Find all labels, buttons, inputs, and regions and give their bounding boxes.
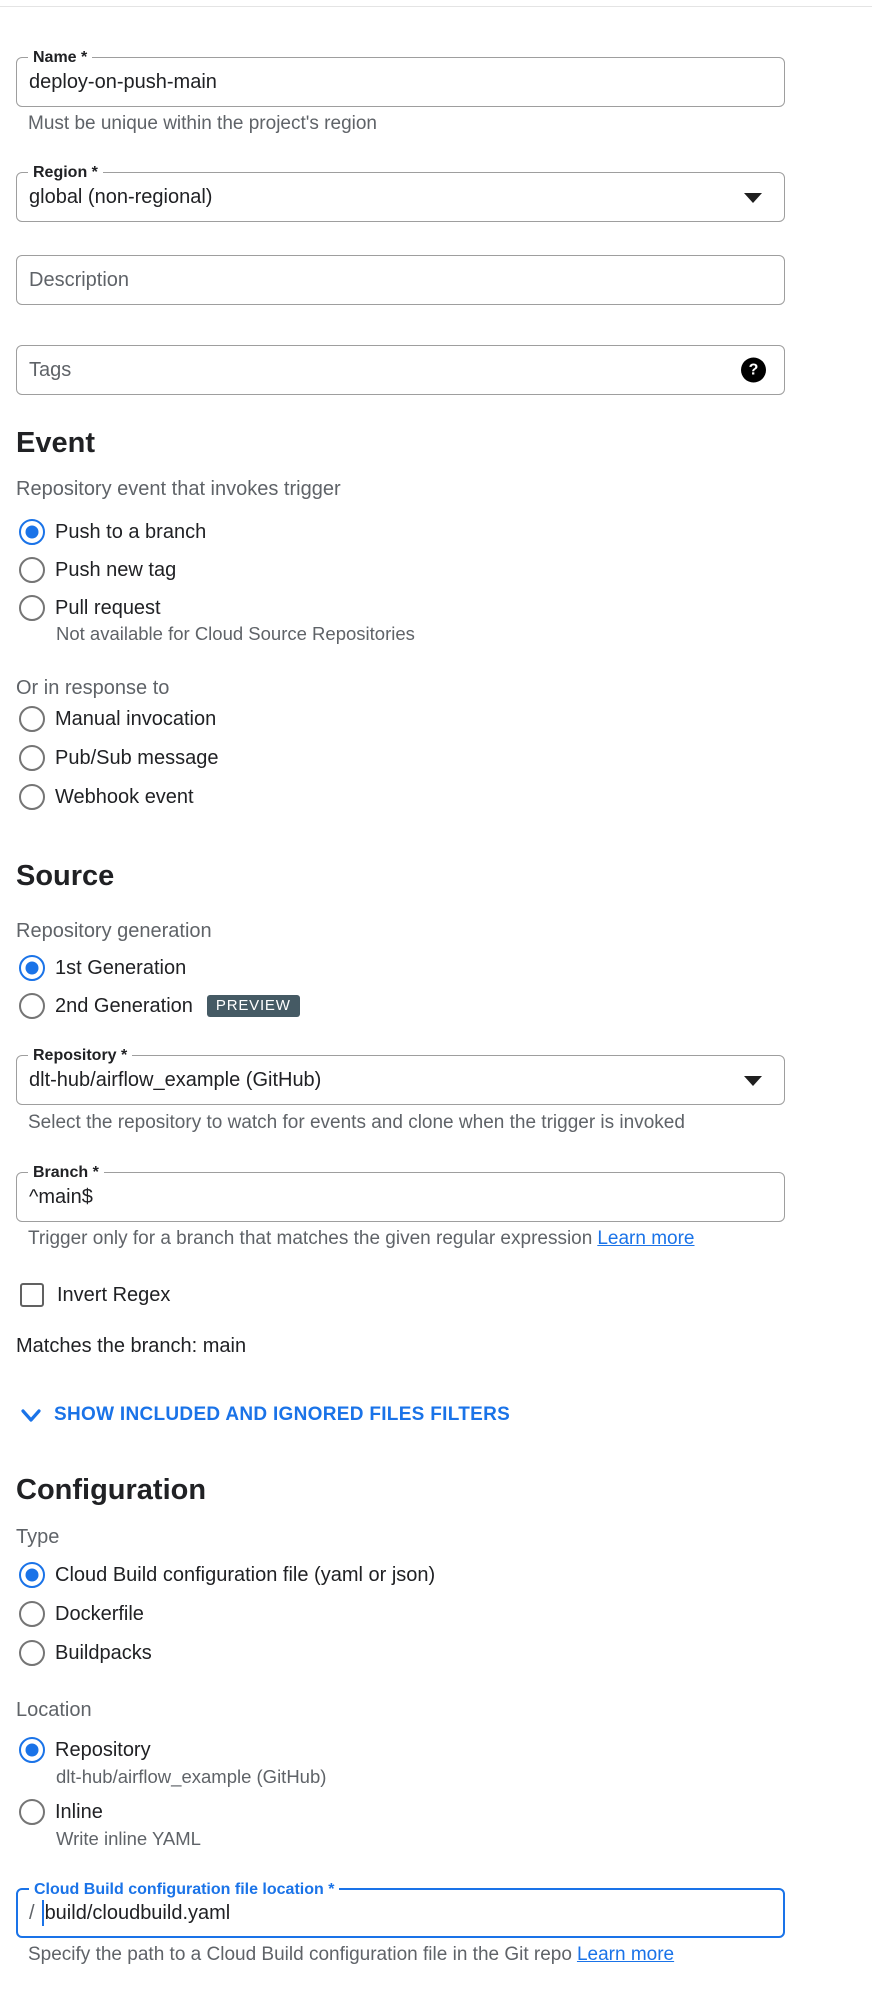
create-trigger-form xyxy=(16,49,785,1966)
branch-helper-text xyxy=(16,1228,785,1250)
radio-icon[interactable] xyxy=(19,955,45,981)
region-select-value: global (non-regional) xyxy=(29,185,213,208)
radio-label: 2nd Generation xyxy=(55,994,193,1017)
radio-pubsub-message[interactable] xyxy=(16,745,785,771)
radio-icon[interactable] xyxy=(19,745,45,771)
path-prefix: / xyxy=(29,1901,35,1924)
radio-label: Push new tag xyxy=(55,558,177,581)
repository-select[interactable] xyxy=(16,1047,785,1105)
radio-label: Manual invocation xyxy=(55,707,217,730)
radio-push-new-tag[interactable] xyxy=(16,557,785,583)
branch-field[interactable] xyxy=(16,1164,785,1222)
radio-icon[interactable] xyxy=(19,1737,45,1763)
radio-label: Repository xyxy=(55,1738,151,1761)
or-in-response-label: Or in response to xyxy=(16,677,170,699)
event-subtitle: Repository event that invokes trigger xyxy=(16,478,341,500)
radio-label: Pull request xyxy=(55,596,161,619)
checkbox-icon[interactable] xyxy=(20,1283,44,1307)
radio-label: Pub/Sub message xyxy=(55,746,219,769)
help-icon[interactable]: ? xyxy=(741,358,766,383)
top-divider xyxy=(0,6,872,7)
radio-location-repository[interactable] xyxy=(16,1737,785,1763)
radio-dockerfile[interactable] xyxy=(16,1601,785,1627)
repository-generation-label: Repository generation xyxy=(16,920,212,942)
name-field-value[interactable]: deploy-on-push-main xyxy=(29,70,217,93)
radio-icon[interactable] xyxy=(19,1601,45,1627)
radio-icon[interactable] xyxy=(19,1640,45,1666)
config-file-location-value[interactable]: build/cloudbuild.yaml xyxy=(44,1901,231,1924)
branch-field-value[interactable]: ^main$ xyxy=(29,1185,93,1208)
radio-location-inline[interactable] xyxy=(16,1799,785,1825)
branch-match-note: Matches the branch: main xyxy=(16,1335,247,1357)
radio-label: Inline xyxy=(55,1800,103,1823)
preview-badge: PREVIEW xyxy=(207,995,300,1017)
chevron-down-icon xyxy=(19,1403,43,1427)
source-heading: Source xyxy=(16,860,115,892)
invert-regex-label: Invert Regex xyxy=(57,1283,171,1306)
radio-icon[interactable] xyxy=(19,595,45,621)
radio-label: Cloud Build configuration file (yaml or json) xyxy=(55,1563,436,1586)
description-field[interactable] xyxy=(16,255,785,305)
radio-label: Push to a branch xyxy=(55,520,207,543)
radio-label: 1st Generation xyxy=(55,956,187,979)
pull-request-helper: Not available for Cloud Source Repositories xyxy=(56,623,415,644)
dropdown-arrow-icon[interactable] xyxy=(744,1076,762,1086)
location-inline-helper: Write inline YAML xyxy=(56,1828,201,1849)
radio-cloud-build-config-file[interactable] xyxy=(16,1562,785,1588)
show-filters-toggle[interactable] xyxy=(16,1402,785,1428)
learn-more-link[interactable]: Learn more xyxy=(576,1944,675,1965)
branch-field-label: Branch * xyxy=(28,1163,104,1183)
description-placeholder: Description xyxy=(29,268,130,291)
branch-helper-label: Trigger only for a branch that matches the given regular expression xyxy=(28,1228,593,1249)
show-filters-label: SHOW INCLUDED AND IGNORED FILES FILTERS xyxy=(54,1404,511,1425)
radio-label: Webhook event xyxy=(55,785,194,808)
name-field-label: Name * xyxy=(28,48,92,68)
radio-icon[interactable] xyxy=(19,1799,45,1825)
location-label: Location xyxy=(16,1699,92,1721)
radio-push-to-branch[interactable] xyxy=(16,519,785,545)
radio-pull-request[interactable] xyxy=(16,595,785,621)
radio-icon[interactable] xyxy=(19,519,45,545)
config-file-location-field[interactable] xyxy=(16,1881,785,1938)
type-label: Type xyxy=(16,1526,60,1548)
location-repository-helper: dlt-hub/airflow_example (GitHub) xyxy=(56,1766,327,1787)
config-file-helper-label: Specify the path to a Cloud Build configuration file in the Git repo xyxy=(28,1944,572,1965)
config-file-helper-text xyxy=(16,1944,785,1966)
name-helper-text: Must be unique within the project's region xyxy=(28,113,377,134)
radio-buildpacks[interactable] xyxy=(16,1640,785,1666)
dropdown-arrow-icon[interactable] xyxy=(744,193,762,203)
radio-manual-invocation[interactable] xyxy=(16,706,785,732)
radio-icon[interactable] xyxy=(19,784,45,810)
region-select[interactable] xyxy=(16,164,785,222)
radio-icon[interactable] xyxy=(19,557,45,583)
radio-webhook-event[interactable] xyxy=(16,784,785,810)
radio-icon[interactable] xyxy=(19,706,45,732)
config-file-location-label: Cloud Build configuration file location * xyxy=(29,1880,339,1900)
tags-placeholder: Tags xyxy=(29,358,72,381)
radio-1st-generation[interactable] xyxy=(16,955,785,981)
region-select-label: Region * xyxy=(28,163,103,183)
radio-2nd-generation[interactable] xyxy=(16,993,785,1019)
tags-field[interactable] xyxy=(16,345,785,395)
repository-select-value: dlt-hub/airflow_example (GitHub) xyxy=(29,1068,322,1091)
radio-label: Dockerfile xyxy=(55,1602,144,1625)
name-field[interactable] xyxy=(16,49,785,107)
learn-more-link[interactable]: Learn more xyxy=(597,1228,695,1249)
radio-label: Buildpacks xyxy=(55,1641,152,1664)
radio-icon[interactable] xyxy=(19,993,45,1019)
radio-icon[interactable] xyxy=(19,1562,45,1588)
event-heading: Event xyxy=(16,427,95,459)
repository-select-label: Repository * xyxy=(28,1046,132,1066)
text-cursor xyxy=(42,1900,44,1926)
repository-helper-text: Select the repository to watch for events and clone when the trigger is invoked xyxy=(28,1112,685,1133)
configuration-heading: Configuration xyxy=(16,1474,207,1506)
invert-regex-checkbox-row[interactable] xyxy=(16,1282,785,1308)
